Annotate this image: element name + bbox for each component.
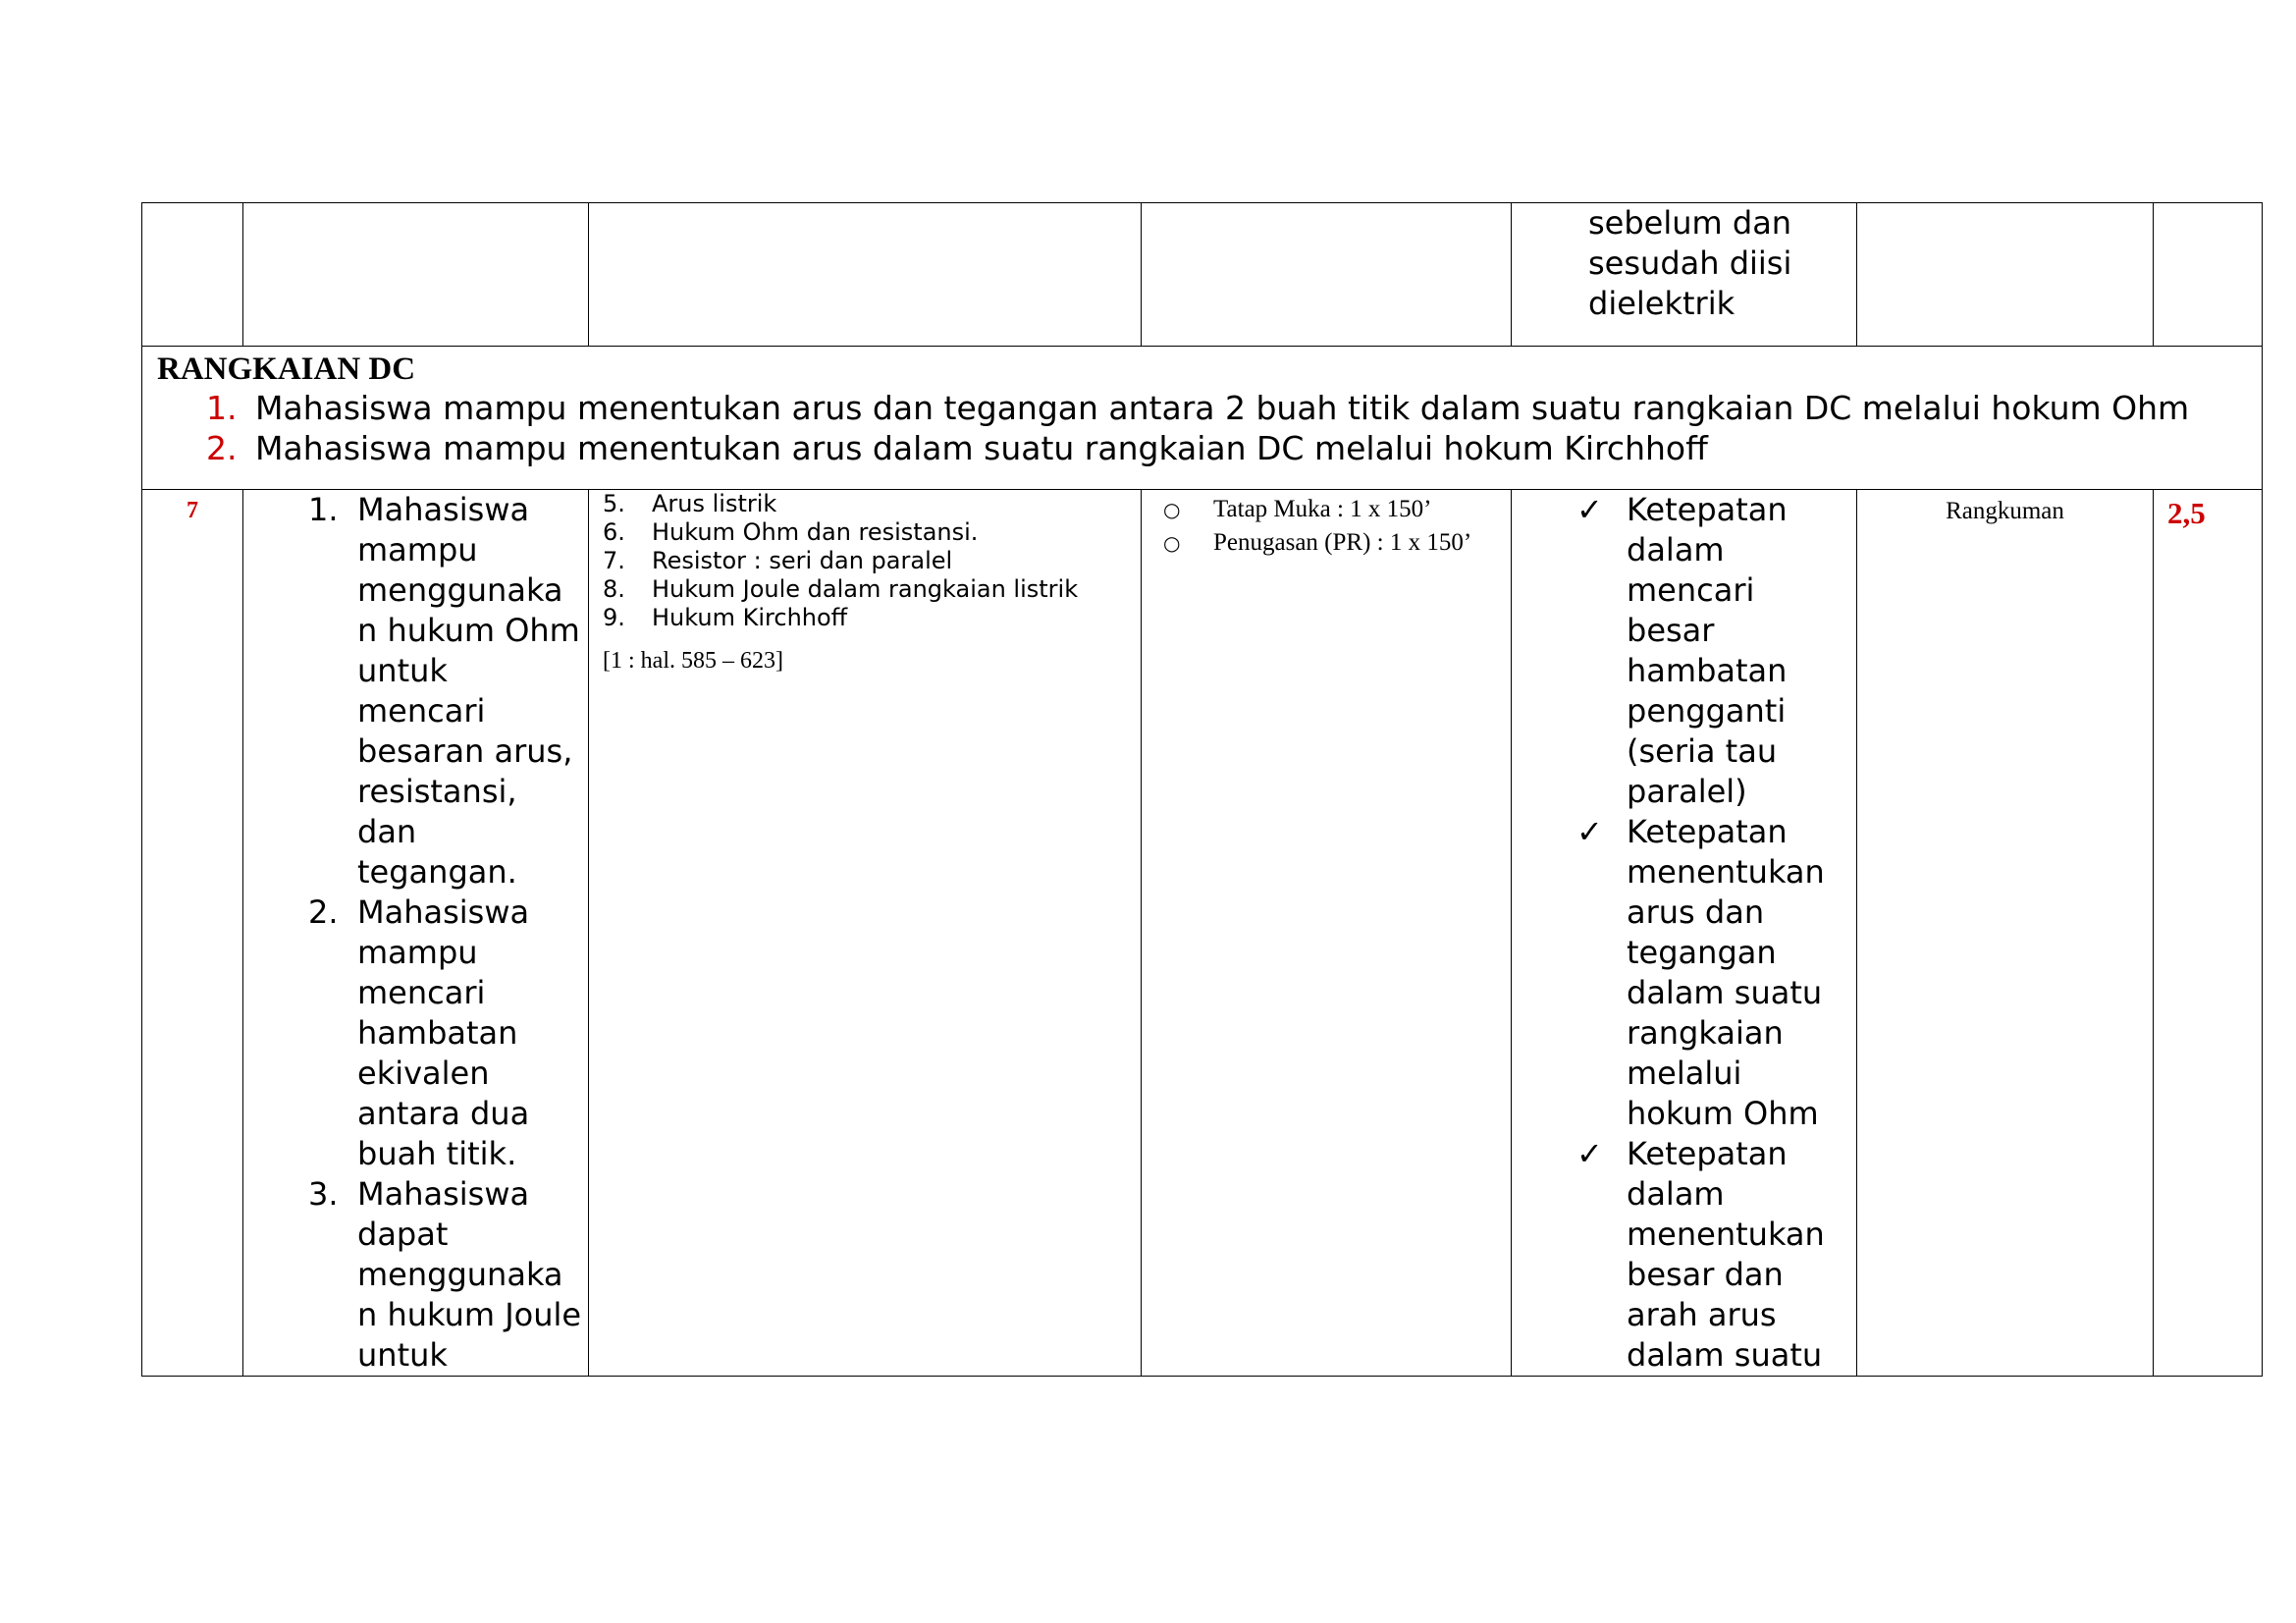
goal-line: Mahasiswa [357, 1175, 530, 1213]
reference-note: [1 : hal. 585 – 623] [603, 648, 783, 674]
week-number: 7 [187, 498, 198, 523]
goal-line: tegangan. [357, 853, 517, 891]
topics-cell [589, 490, 1142, 1377]
method-item [1142, 493, 1511, 526]
topic-text: Hukum Joule dalam rangkaian listrik [652, 575, 1079, 603]
topic-number: 9. [603, 604, 625, 631]
indicator-line: arah arus [1627, 1296, 1777, 1333]
goal-line: menggunaka [357, 571, 563, 609]
goal-number: 3. [308, 1175, 339, 1213]
goal-line: ekivalen [357, 1055, 490, 1092]
goal-item [243, 1174, 588, 1376]
methods-cell-empty [1142, 203, 1512, 347]
week-number-cell [142, 490, 243, 1377]
method-text: Penugasan (PR) : 1 x 150’ [1213, 529, 1472, 556]
indicator-line: Ketepatan [1627, 1135, 1788, 1172]
indicator-line: dalam suatu [1627, 1336, 1823, 1374]
indicator-line: dalam [1627, 531, 1725, 568]
goals-cell-empty [243, 203, 589, 347]
continuation-line: sesudah diisi [1588, 244, 1792, 282]
media-cell-empty [1857, 203, 2154, 347]
indicator-line: melalui [1627, 1055, 1742, 1092]
objective-text: Mahasiswa mampu menentukan arus dan tegangan antara 2 buah titik dalam suatu rangkaian DC melalui hokum Ohm [255, 389, 2190, 427]
goal-line: mencari [357, 692, 486, 730]
media-text: Rangkuman [1946, 498, 2064, 524]
topic-item [589, 518, 1141, 547]
goal-line: untuk [357, 652, 448, 689]
goal-item [243, 490, 588, 893]
goal-line: menggunaka [357, 1256, 563, 1293]
indicator-item [1512, 1134, 1856, 1376]
goal-line: Mahasiswa [357, 893, 530, 931]
topic-item [589, 490, 1141, 518]
goal-line: dan [357, 813, 417, 850]
goal-item [243, 893, 588, 1174]
objective-item [157, 388, 2262, 428]
goal-line: besaran arus, [357, 732, 573, 770]
goal-line: Mahasiswa [357, 491, 530, 528]
goals-list [243, 490, 588, 1376]
methods-cell [1142, 490, 1512, 1377]
objective-item [157, 428, 2262, 468]
section-band [142, 347, 2263, 490]
indicator-line: hambatan [1627, 652, 1788, 689]
goal-line: untuk [357, 1336, 448, 1374]
indicator-line: dalam suatu [1627, 974, 1823, 1011]
topic-text: Hukum Ohm dan resistansi. [652, 518, 979, 546]
section-objectives [157, 388, 2262, 468]
topic-number: 6. [603, 518, 625, 546]
check-icon: ✓ [1576, 491, 1603, 528]
indicator-line: mencari [1627, 571, 1755, 609]
weight-cell [2154, 490, 2263, 1377]
goal-line: resistansi, [357, 773, 517, 810]
topic-text: Hukum Kirchhoff [652, 604, 848, 631]
criteria-continuation-text [1512, 203, 1856, 324]
indicator-line: Ketepatan [1627, 813, 1788, 850]
goal-line: mampu [357, 531, 478, 568]
goal-line: mencari [357, 974, 486, 1011]
indicator-line: arus dan [1627, 893, 1765, 931]
topics-cell-empty [589, 203, 1142, 347]
topic-number: 5. [603, 490, 625, 517]
goals-cell [243, 490, 589, 1377]
indicator-line: pengganti [1627, 692, 1787, 730]
methods-list [1142, 490, 1511, 560]
indicators-list [1512, 490, 1856, 1376]
continuation-line: sebelum dan [1588, 204, 1792, 242]
goal-number: 1. [308, 491, 339, 528]
circle-bullet-icon: ○ [1163, 498, 1181, 521]
lesson-plan-table [141, 202, 2263, 1377]
topic-text: Resistor : seri dan paralel [652, 547, 953, 574]
weight-cell-empty [2154, 203, 2263, 347]
indicator-line: rangkaian [1627, 1014, 1784, 1052]
indicator-item [1512, 490, 1856, 812]
topic-number: 8. [603, 575, 625, 603]
goal-line: antara dua [357, 1095, 530, 1132]
goal-line: n hukum Joule [357, 1296, 582, 1333]
goal-line: n hukum Ohm [357, 612, 580, 649]
goal-line: mampu [357, 934, 478, 971]
objective-number: 2. [206, 429, 238, 467]
indicator-line: menentukan [1627, 853, 1825, 891]
goal-line: dapat [357, 1216, 449, 1253]
indicator-line: hokum Ohm [1627, 1095, 1819, 1132]
indicators-cell [1512, 490, 1857, 1377]
topic-item [589, 575, 1141, 604]
section-row [142, 347, 2263, 490]
check-icon: ✓ [1576, 813, 1603, 850]
media-cell [1857, 490, 2154, 1377]
topic-number: 7. [603, 547, 625, 574]
week-row [142, 490, 2263, 1377]
goal-line: buah titik. [357, 1135, 517, 1172]
topic-item [589, 547, 1141, 575]
indicator-item [1512, 812, 1856, 1134]
method-text: Tatap Muka : 1 x 150’ [1213, 496, 1432, 522]
check-icon: ✓ [1576, 1135, 1603, 1172]
indicator-line: paralel) [1627, 773, 1747, 810]
week-cell-empty [142, 203, 243, 347]
indicator-line: tegangan [1627, 934, 1777, 971]
weight-value: 2,5 [2167, 496, 2206, 530]
topic-text: Arus listrik [652, 490, 777, 517]
indicator-line: dalam [1627, 1175, 1725, 1213]
objective-text: Mahasiswa mampu menentukan arus dalam suatu rangkaian DC melalui hokum Kirchhoff [255, 429, 1708, 467]
indicator-line: (seria tau [1627, 732, 1778, 770]
goal-number: 2. [308, 893, 339, 931]
criteria-continuation-cell [1512, 203, 1857, 347]
circle-bullet-icon: ○ [1163, 531, 1181, 555]
method-item [1142, 526, 1511, 560]
indicator-line: besar dan [1627, 1256, 1784, 1293]
topics-list [589, 490, 1141, 632]
topic-item [589, 604, 1141, 632]
indicator-line: menentukan [1627, 1216, 1825, 1253]
objective-number: 1. [206, 389, 238, 427]
indicator-line: Ketepatan [1627, 491, 1788, 528]
section-title: RANGKAIAN DC [157, 352, 416, 387]
continuation-line: dielektrik [1588, 285, 1735, 322]
goal-line: hambatan [357, 1014, 518, 1052]
continuation-row [142, 203, 2263, 347]
indicator-line: besar [1627, 612, 1715, 649]
